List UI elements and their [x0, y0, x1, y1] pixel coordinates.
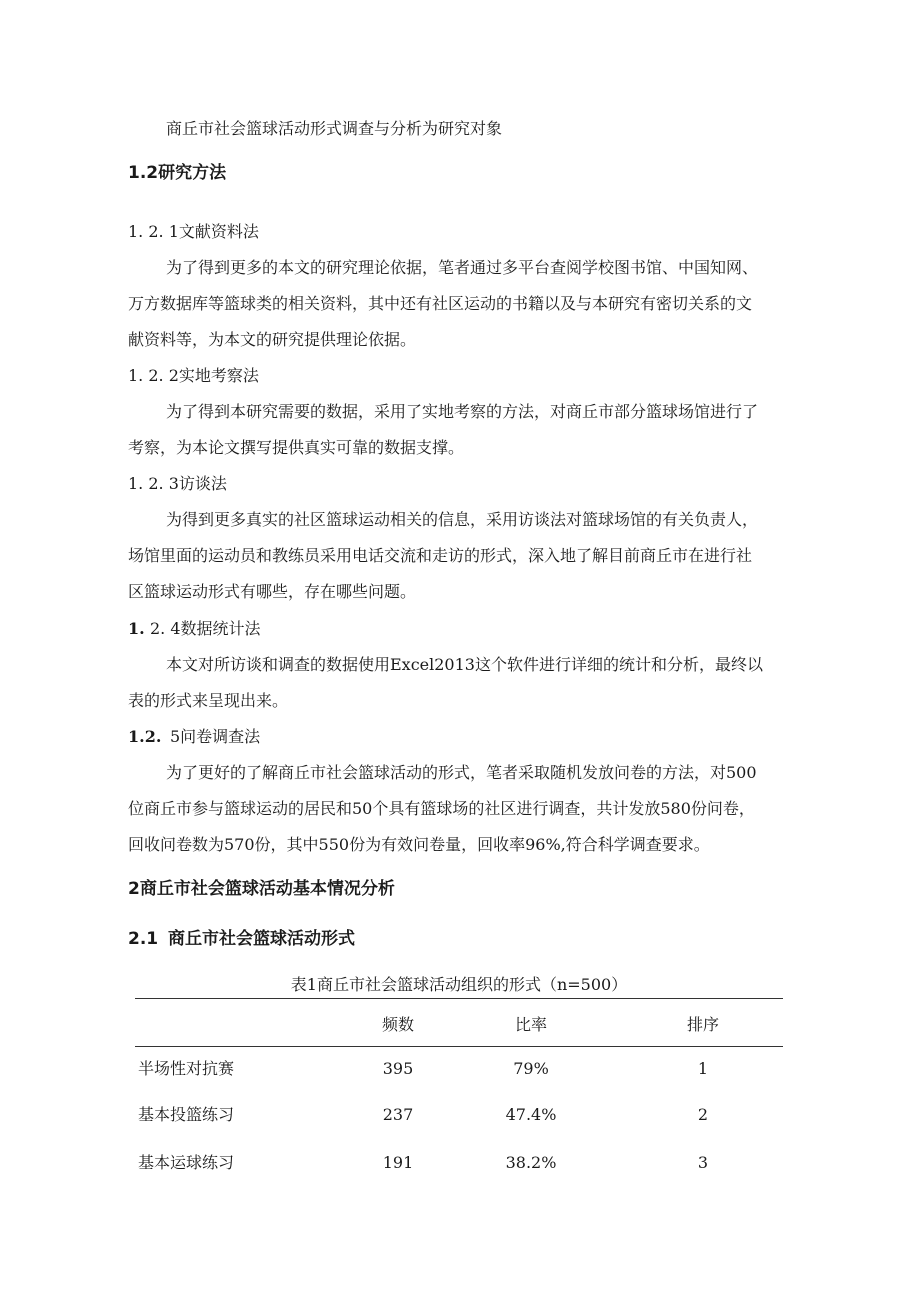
paragraph-line: 为了得到本研究需要的数据，采用了实地考察的方法，对商丘市部分篮球场馆进行了: [166, 402, 759, 421]
section-2-heading: 2商丘市社会篮球活动基本情况分析: [128, 879, 395, 899]
paragraph-line: 为得到更多真实的社区篮球运动相关的信息，采用访谈法对篮球场馆的有关负责人，: [166, 510, 759, 529]
paragraph-line: 表的形式来呈现出来。: [128, 691, 289, 710]
table-cell: 47.4%: [505, 1105, 557, 1124]
subsection-1-2-4-heading: 2. 4数据统计法: [150, 619, 261, 638]
table-cell: 237: [382, 1105, 414, 1124]
table-top-rule: [135, 998, 783, 999]
table-header-cell: 比率: [514, 1015, 548, 1034]
table-cell: 基本运球练习: [138, 1153, 235, 1172]
table-cell: 395: [382, 1059, 414, 1078]
paragraph-line: 位商丘市参与篮球运动的居民和50个具有篮球场的社区进行调查，共计发放580份问卷，: [128, 799, 755, 818]
table-caption: 表1商丘市社会篮球活动组织的形式（n=500）: [290, 975, 628, 994]
section-2-1-title: 商丘市社会篮球活动形式: [168, 929, 355, 949]
paragraph-line: 本文对所访谈和调查的数据使用Excel2013这个软件进行详细的统计和分析，最终以: [166, 655, 763, 674]
paragraph-line: 场馆里面的运动员和教练员采用电话交流和走访的形式，深入地了解目前商丘市在进行社: [128, 546, 753, 565]
table-cell: 半场性对抗赛: [138, 1059, 235, 1078]
paragraph-line: 考察，为本论文撰写提供真实可靠的数据支撑。: [128, 438, 465, 457]
subsection-1-2-3-heading: 1. 2. 3访谈法: [128, 474, 227, 493]
table-header-rule: [135, 1046, 783, 1047]
subsection-1-2-2-heading: 1. 2. 2实地考察法: [128, 366, 259, 385]
paragraph-line: 区篮球运动形式有哪些，存在哪些问题。: [128, 582, 417, 601]
paragraph-line: 献资料等，为本文的研究提供理论依据。: [128, 330, 417, 349]
table-cell: 3: [697, 1153, 709, 1172]
subsection-1-2-1-heading: 1. 2. 1文献资料法: [128, 222, 259, 241]
table-cell: 基本投篮练习: [138, 1105, 235, 1124]
table-cell: 191: [382, 1153, 414, 1172]
subsection-1-2-5-heading: 5问卷调查法: [170, 727, 261, 746]
paragraph-line: 万方数据库等篮球类的相关资料，其中还有社区运动的书籍以及与本研究有密切关系的文: [128, 294, 753, 313]
table-header-cell: 频数: [381, 1015, 415, 1034]
table-cell: 2: [697, 1105, 709, 1124]
paragraph-line: 为了更好的了解商丘市社会篮球活动的形式，笔者采取随机发放问卷的方法，对500: [166, 763, 757, 782]
table-cell: 79%: [513, 1059, 549, 1078]
table-cell: 38.2%: [505, 1153, 557, 1172]
intro-line: 商丘市社会篮球活动形式调查与分析为研究对象: [166, 119, 503, 138]
paragraph-line: 为了得到更多的本文的研究理论依据，笔者通过多平台查阅学校图书馆、中国知网、: [166, 258, 759, 277]
section-1-2-heading: 1.2研究方法: [128, 163, 227, 183]
subsection-1-2-4-number: 1.: [128, 619, 145, 638]
table-cell: 1: [697, 1059, 709, 1078]
subsection-1-2-5-number: 1.2.: [128, 727, 162, 746]
table-header-cell: 排序: [686, 1015, 720, 1034]
paragraph-line: 回收问卷数为570份，其中550份为有效问卷量，回收率96%,符合科学调查要求。: [128, 835, 710, 854]
section-2-1-number: 2.1: [128, 929, 159, 949]
